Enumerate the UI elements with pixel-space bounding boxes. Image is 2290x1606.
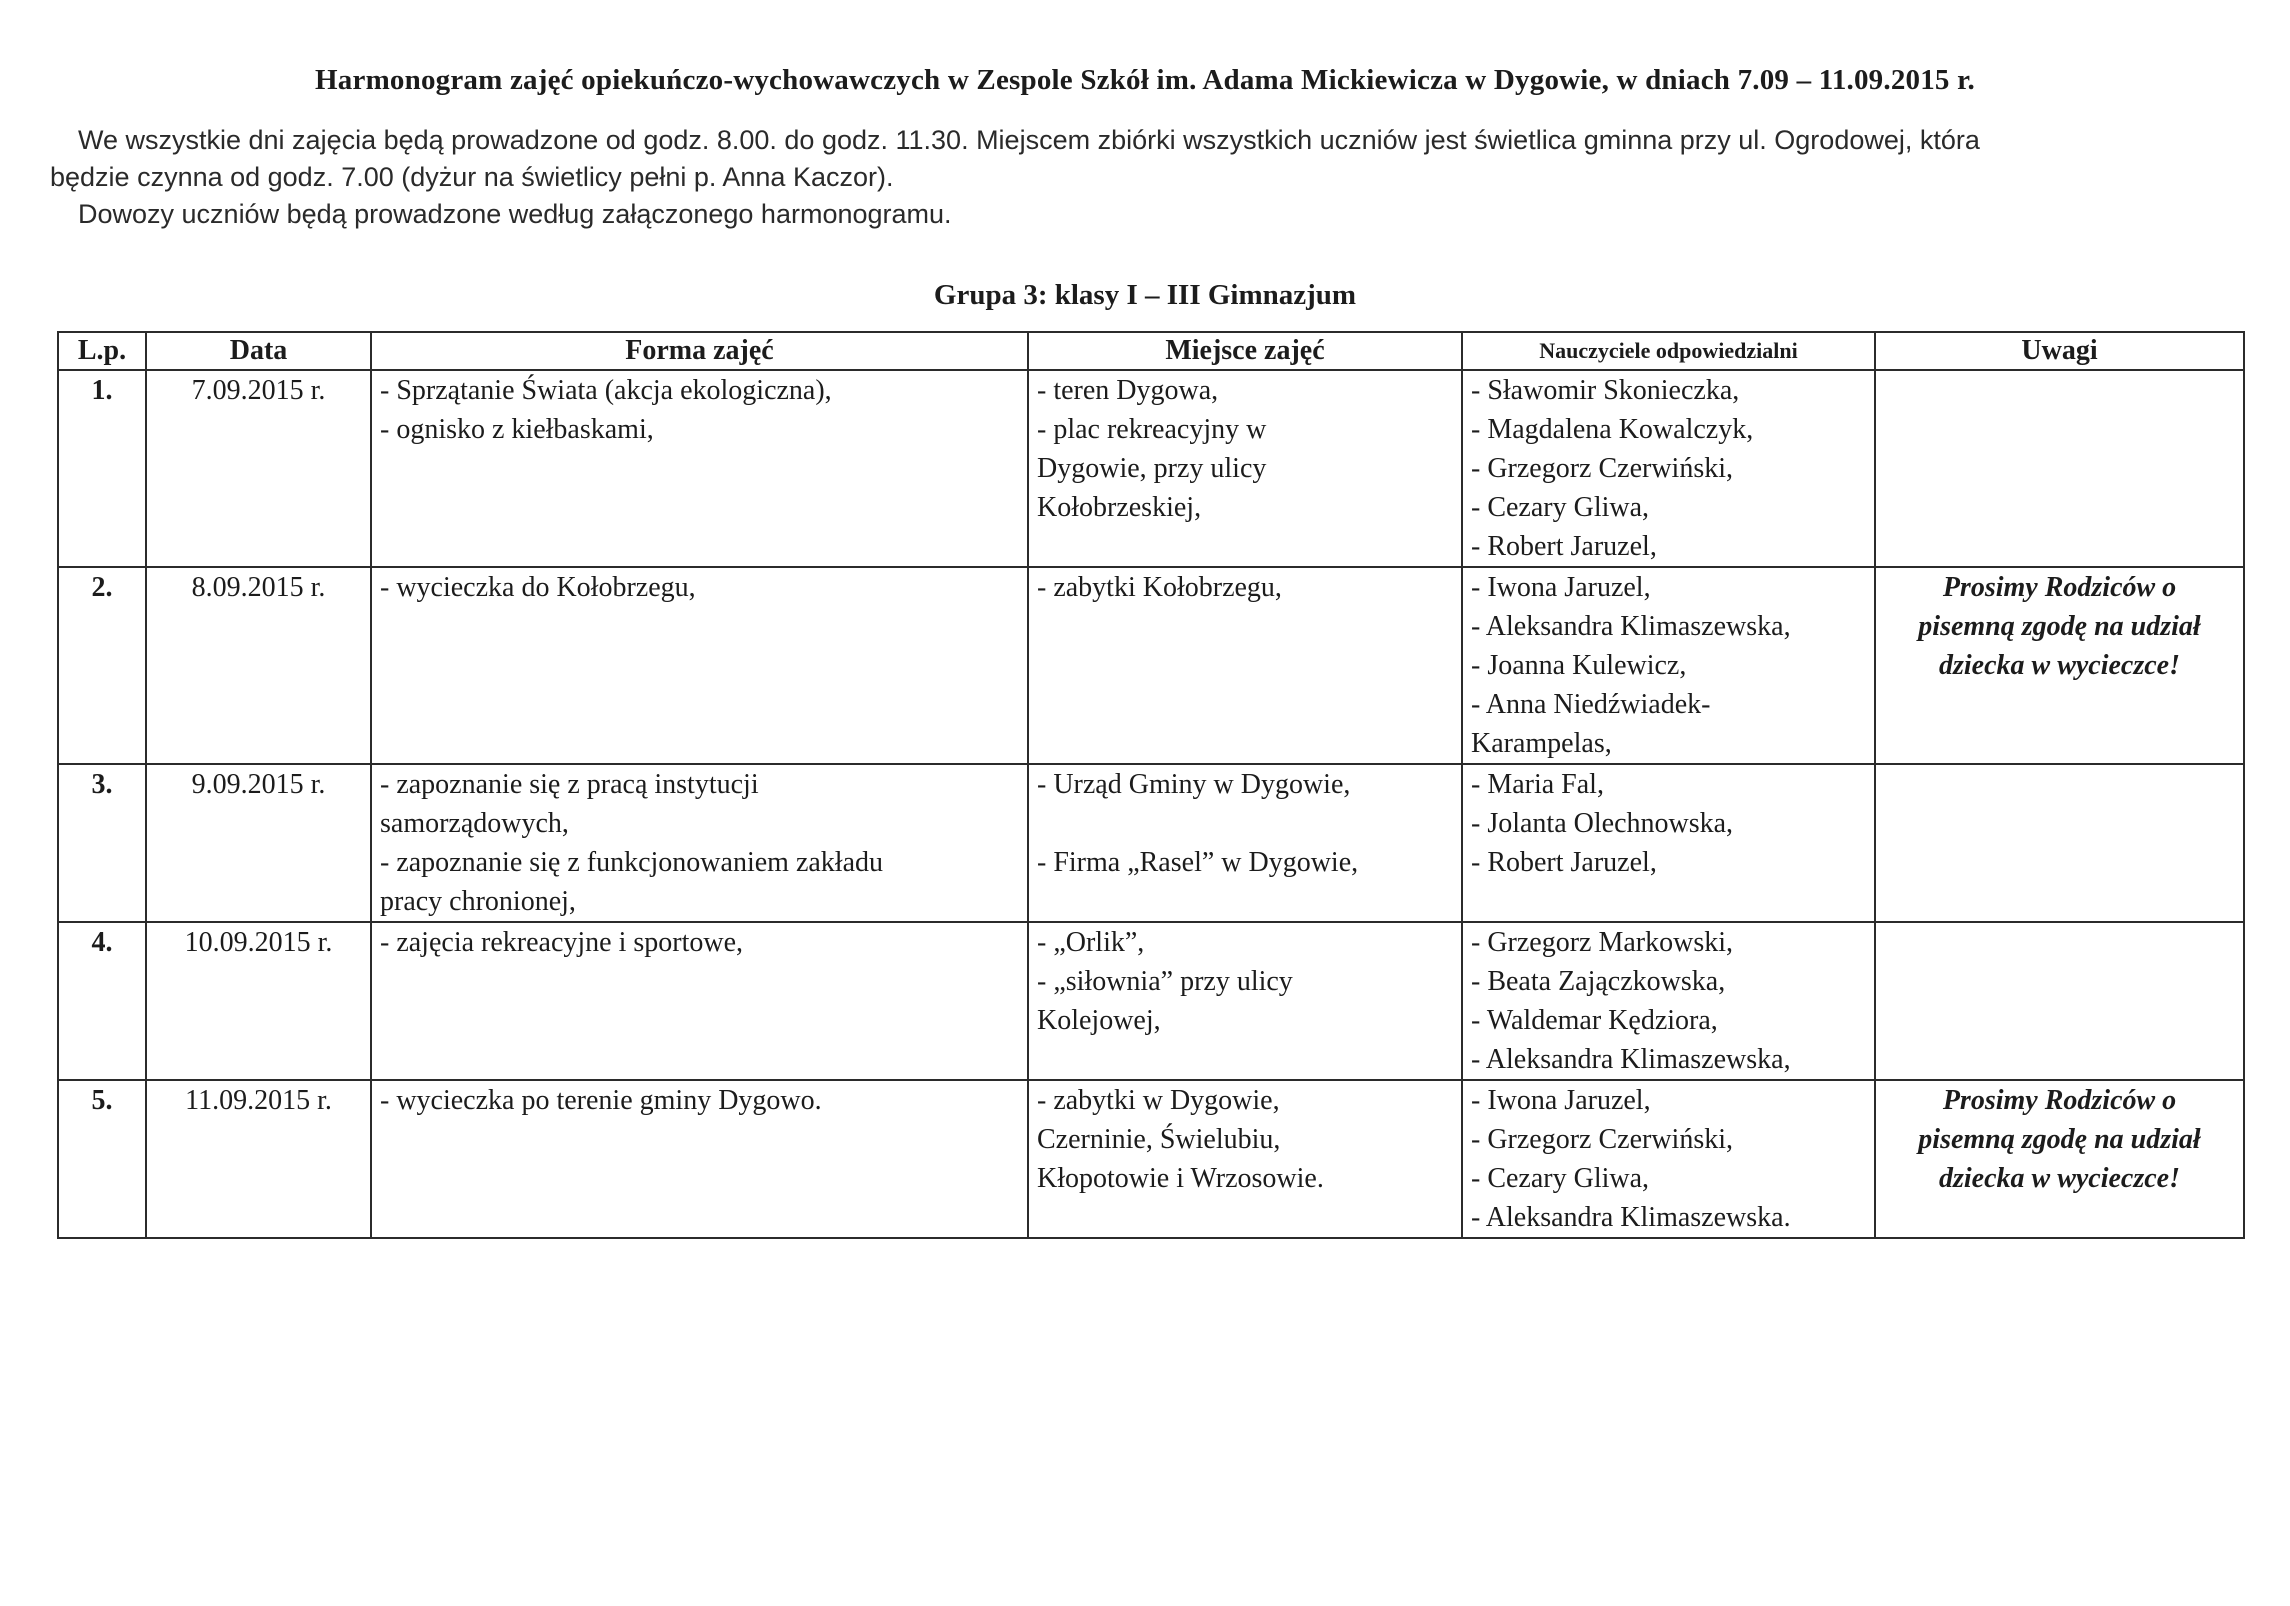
table-header-row	[58, 332, 2244, 370]
table-row	[58, 370, 2244, 567]
cell-nauczyciele: - Maria Fal, - Jolanta Olechnowska, - Robert Jaruzel,	[1462, 764, 1875, 922]
schedule-table	[57, 331, 2245, 1239]
cell-uwagi	[1875, 370, 2244, 567]
cell-date: 10.09.2015 r.	[146, 922, 371, 1080]
column-header-forma: Forma zajęć	[371, 332, 1028, 370]
cell-date: 7.09.2015 r.	[146, 370, 371, 567]
cell-lp: 1.	[58, 370, 146, 567]
document-title: Harmonogram zajęć opiekuńczo-wychowawczych w Zespole Szkół im. Adama Mickiewicza w Dygowie, w dniach 7.09 – 11.09.2015 r.	[315, 64, 1975, 96]
cell-lp: 2.	[58, 567, 146, 764]
table-row	[58, 922, 2244, 1080]
cell-uwagi: Prosimy Rodziców o pisemną zgodę na udział dziecka w wycieczce!	[1875, 1080, 2244, 1238]
cell-nauczyciele: - Iwona Jaruzel, - Grzegorz Czerwiński, - Cezary Gliwa, - Aleksandra Klimaszewska.	[1462, 1080, 1875, 1238]
cell-miejsce: - Urząd Gminy w Dygowie, - Firma „Rasel” w Dygowie,	[1028, 764, 1462, 922]
cell-uwagi	[1875, 764, 2244, 922]
column-header-nauczyciele: Nauczyciele odpowiedzialni	[1462, 332, 1875, 370]
cell-forma: - wycieczka do Kołobrzegu,	[371, 567, 1028, 764]
cell-lp: 4.	[58, 922, 146, 1080]
table-row	[58, 1080, 2244, 1238]
intro-line-2: będzie czynna od godz. 7.00 (dyżur na świetlicy pełni p. Anna Kaczor).	[50, 162, 894, 192]
cell-uwagi	[1875, 922, 2244, 1080]
cell-forma: - Sprzątanie Świata (akcja ekologiczna), - ognisko z kiełbaskami,	[371, 370, 1028, 567]
cell-miejsce: - zabytki w Dygowie, Czerninie, Świelubiu, Kłopotowie i Wrzosowie.	[1028, 1080, 1462, 1238]
cell-nauczyciele: - Iwona Jaruzel, - Aleksandra Klimaszewska, - Joanna Kulewicz, - Anna Niedźwiadek- Karampelas,	[1462, 567, 1875, 764]
table-row	[58, 764, 2244, 922]
cell-forma: - zajęcia rekreacyjne i sportowe,	[371, 922, 1028, 1080]
cell-nauczyciele: - Sławomir Skonieczka, - Magdalena Kowalczyk, - Grzegorz Czerwiński, - Cezary Gliwa, - Robert Jaruzel,	[1462, 370, 1875, 567]
table-row	[58, 567, 2244, 764]
cell-miejsce: - „Orlik”, - „siłownia” przy ulicy Kolejowej,	[1028, 922, 1462, 1080]
intro-text	[50, 122, 2250, 233]
cell-lp: 5.	[58, 1080, 146, 1238]
column-header-data: Data	[146, 332, 371, 370]
cell-date: 9.09.2015 r.	[146, 764, 371, 922]
cell-forma: - wycieczka po terenie gminy Dygowo.	[371, 1080, 1028, 1238]
cell-nauczyciele: - Grzegorz Markowski, - Beata Zajączkowska, - Waldemar Kędziora, - Aleksandra Klimaszewska,	[1462, 922, 1875, 1080]
cell-date: 11.09.2015 r.	[146, 1080, 371, 1238]
column-header-lp: L.p.	[58, 332, 146, 370]
cell-uwagi: Prosimy Rodziców o pisemną zgodę na udział dziecka w wycieczce!	[1875, 567, 2244, 764]
cell-miejsce: - zabytki Kołobrzegu,	[1028, 567, 1462, 764]
group-title: Grupa 3: klasy I – III Gimnazjum	[933, 279, 1357, 311]
intro-line-3: Dowozy uczniów będą prowadzone według załączonego harmonogramu.	[78, 199, 952, 229]
cell-miejsce: - teren Dygowa, - plac rekreacyjny w Dygowie, przy ulicy Kołobrzeskiej,	[1028, 370, 1462, 567]
intro-line-1: We wszystkie dni zajęcia będą prowadzone od godz. 8.00. do godz. 11.30. Miejscem zbiórki wszystkich uczniów jest świetlica gminna przy ul. Ogrodowej, która	[78, 125, 1980, 155]
cell-date: 8.09.2015 r.	[146, 567, 371, 764]
column-header-miejsce: Miejsce zajęć	[1028, 332, 1462, 370]
cell-lp: 3.	[58, 764, 146, 922]
cell-forma: - zapoznanie się z pracą instytucji samorządowych, - zapoznanie się z funkcjonowaniem zakładu pracy chronionej,	[371, 764, 1028, 922]
column-header-uwagi: Uwagi	[1875, 332, 2244, 370]
